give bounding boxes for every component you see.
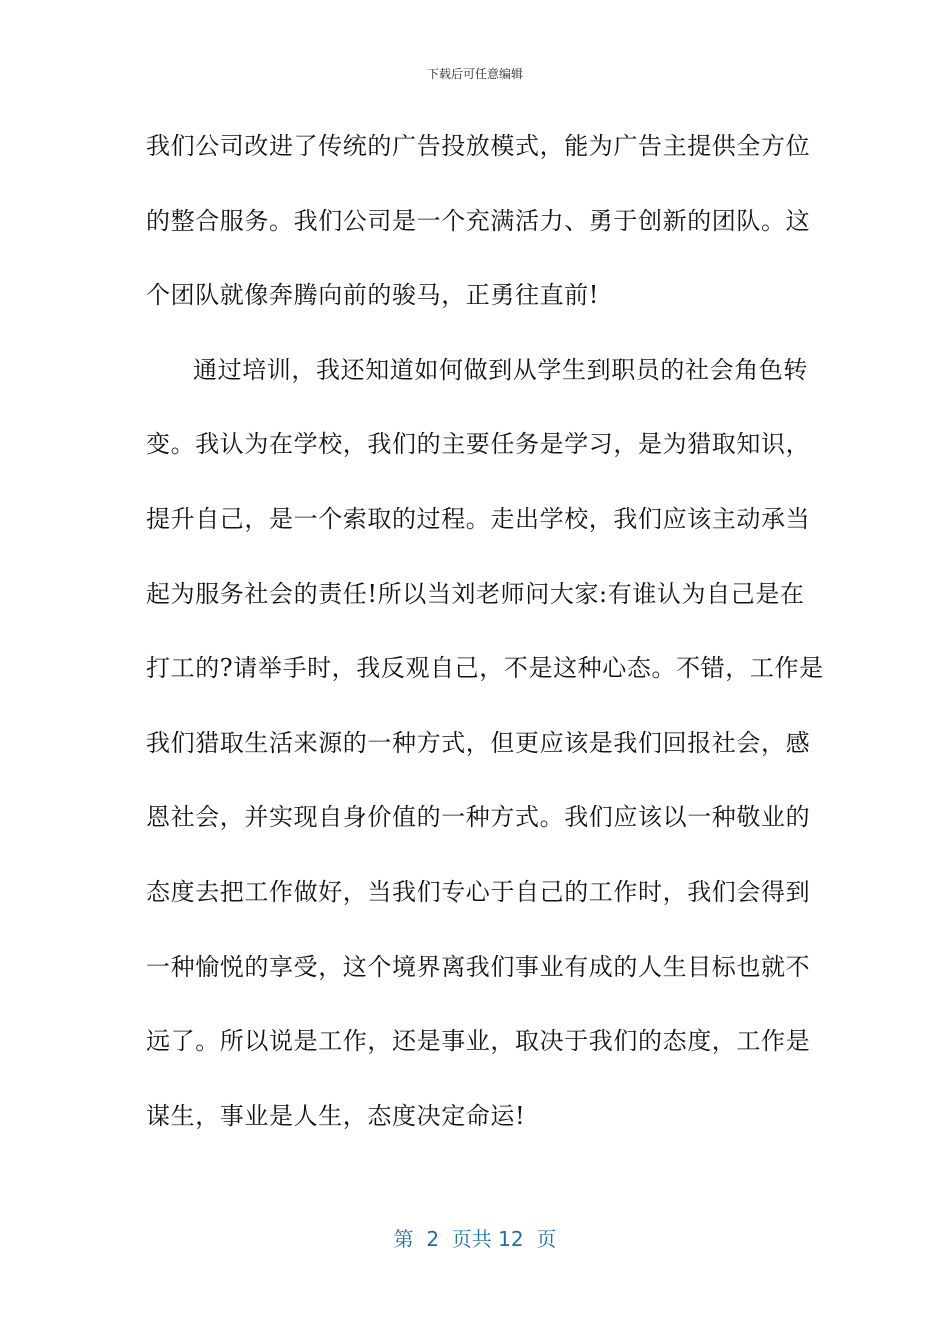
text-line: 一种愉悦的享受，这个境界离我们事业有成的人生目标也就不 [146, 952, 811, 981]
text-line: 变。我认为在学校，我们的主要任务是学习，是为猎取知识， [146, 430, 811, 459]
text-line: 态度去把工作做好，当我们专心于自己的工作时，我们会得到 [146, 877, 811, 906]
text-line: 的整合服务。我们公司是一个充满活力、勇于创新的团队。这 [146, 206, 811, 235]
text-line: 打工的?请举手时，我反观自己，不是这种心态。不错，工作是 [146, 654, 824, 683]
page-number-footer: 第 2 页共 12 页 [393, 1227, 557, 1251]
text-line: 恩社会，并实现自身价值的一种方式。我们应该以一种敬业的 [146, 803, 811, 832]
text-line: 远了。所以说是工作，还是事业，取决于我们的态度，工作是 [146, 1027, 811, 1056]
text-line: 谋生，事业是人生，态度决定命运! [146, 1101, 526, 1130]
text-line: 我们公司改进了传统的广告投放模式，能为广告主提供全方位 [146, 132, 811, 160]
text-line: 个团队就像奔腾向前的骏马，正勇往直前! [146, 281, 600, 310]
text-line: 提升自己，是一个索取的过程。走出学校，我们应该主动承当 [146, 504, 811, 533]
page-header: 下载后可任意编辑 [426, 67, 523, 81]
text-line: 我们猎取生活来源的一种方式，但更应该是我们回报社会，感 [146, 728, 811, 757]
paragraph-start-line: 通过培训，我还知道如何做到从学生到职员的社会角色转 [193, 355, 808, 384]
document-body [146, 118, 824, 1162]
text-line: 起为服务社会的责任!所以当刘老师问大家:有谁认为自己是在 [146, 579, 805, 608]
